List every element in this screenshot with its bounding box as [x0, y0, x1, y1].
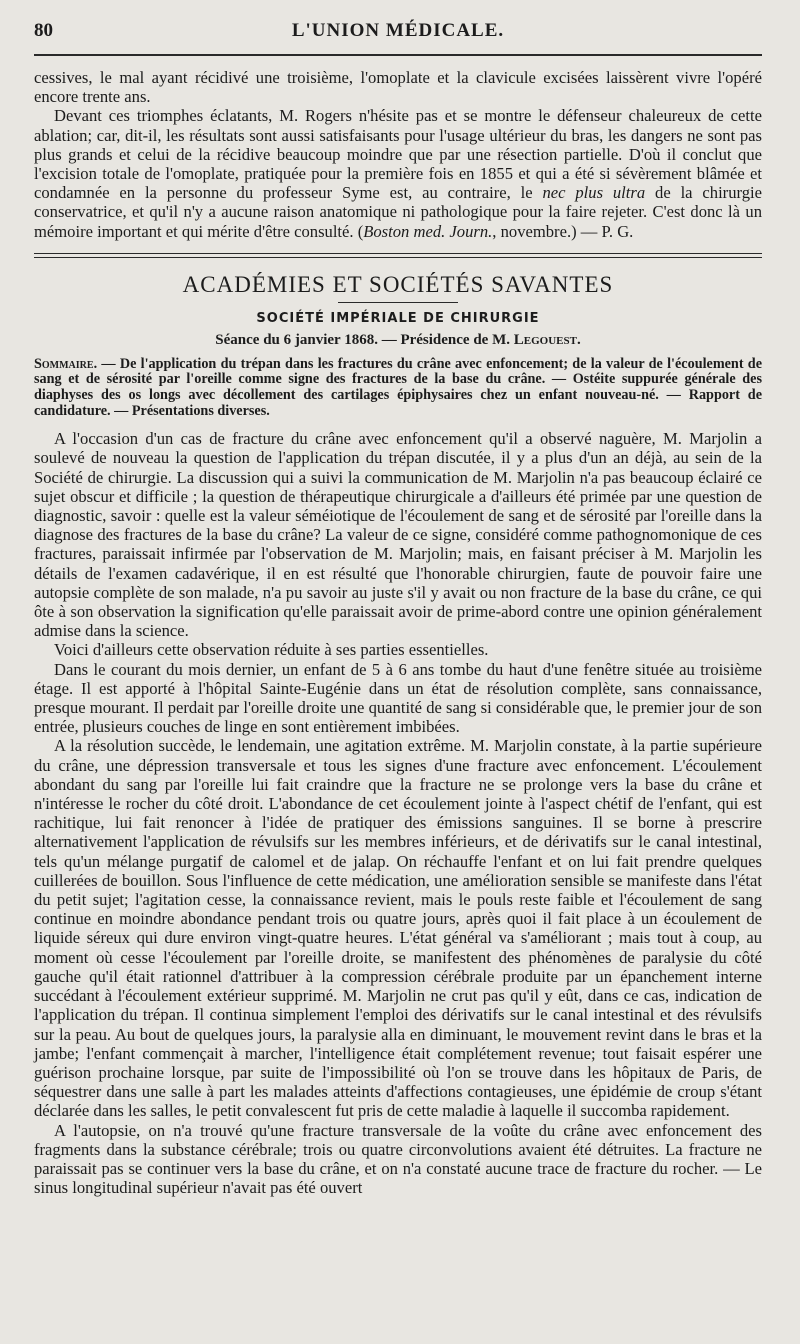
- page-number: 80: [34, 20, 53, 41]
- intro-citation: Boston med. Journ.: [363, 221, 493, 241]
- body-paragraph-4: A la résolution succède, le lendemain, une agitation extrême. M. Marjolin constate, à la partie supérieure du crâne, une dépression transversale et tous les signes d'une fracture avec enfoncement. L'écoulement abondant du sang par l'oreille lui fait craindre que la fracture ne se prolonge vers la base du crâne et n'intéresse le rocher du côté droit. L'abondance de cet écoulement jointe à l'aspect chétif de l'enfant, qui est rachitique, lui fait renoncer à l'idée de pratiquer des émissions sanguines. Il se borne à prescrire alternativement l'application de révulsifs sur les membres inférieurs, et de dérivatifs sur le canal intestinal, tels qu'un mélange purgatif de calomel et de jalap. On réchauffe l'enfant et on lui fait prendre quelques cuillerées de bouillon. Sous l'influence de cette médication, une amélioration sensible se manifeste dans l'état du petit sujet; l'agitation cesse, la connaissance revient, mais le pouls reste faible et l'écoulement de sang continue en moindre abondance pendant trois ou quatre jours, après quoi il fait place à un écoulement de liquide séreux qui dure environ vingt-quatre heures. L'état général va s'améliorant ; mais tout à coup, au moment où cesse l'écoulement par l'oreille droite, se manifestent des phénomènes de paralysie du côté gauche qu'il était rationnel d'attribuer à la compression cérébrale produite par un épanchement interne succédant à l'écoulement extérieur supprimé. M. Marjolin ne crut pas qu'il y eût, dans ce cas, indication de l'application du trépan. Il continua simplement l'emploi des dérivatifs sur le canal intestinal et des révulsifs sur la peau. Au bout de quelques jours, la paralysie alla en diminuant, le mouvement revint dans le bras et la jambe; l'enfant commençait à marcher, l'intelligence était complétement revenue; tout faisait espérer une guérison prochaine lorsque, par suite de l'impossibilité où l'on se trouve dans les hôpitaux de Paris, de séquestrer dans une salle à part les malades atteints d'affections contagieuses, une épidémie de croup s'étant déclarée dans les salles, le petit convalescent fut pris de cette maladie à laquelle il succomba rapidement.: [34, 736, 762, 1121]
- summary-label: Sommaire: [34, 355, 94, 372]
- president-name: Legouest: [513, 331, 577, 348]
- journal-title: L'UNION MÉDICALE.: [291, 20, 505, 41]
- summary-text: . — De l'application du trépan dans les fractures du crâne avec enfoncement; de la valeur de l'écoulement de sang et de sérosité par l'oreille comme signe des fractures de la base du crâne. — Ostéite suppurée générale des diaphyses des os longs avec décollement des cartilages épiphysaires chez un enfant nouveau-né. — Rapport de candidature. — Présentations diverses.: [34, 355, 762, 419]
- section-title-rule: [338, 302, 458, 303]
- intro-text-c: , novembre.) — P. G.: [492, 221, 634, 241]
- section-divider: [34, 253, 762, 258]
- society-title: SOCIÉTÉ IMPÉRIALE DE CHIRURGIE: [256, 310, 540, 326]
- summary: [34, 357, 762, 419]
- intro-text-b: de la chirurgie conservatrice, et qu'il n'y a aucune raison anatomique ni pathologique pour la faire rejeter. C'est donc là un mémoire important et qui mérite d'être consulté. (: [34, 183, 763, 241]
- intro-text-a: Devant ces triomphes éclatants, M. Rogers n'hésite pas et se montre le défenseur chaleureux de cette ablation; car, dit-il, les résultats sont aussi satisfaisants pour l'usage ultérieur du bras, les dangers ne sont pas plus grands et celui de la récidive beaucoup moindre que par une résection partielle. D'où il conclut que l'excision totale de l'omoplate, pratiquée pour la première fois en 1855 et qui a été si sévèrement blâmée et condamnée en la personne du professeur Syme est, au contraire, le: [34, 106, 762, 203]
- intro-paragraph-2: [34, 106, 762, 240]
- body-paragraph-3: Dans le courant du mois dernier, un enfant de 5 à 6 ans tombe du haut d'une fenêtre située au troisième étage. Il est apporté à l'hôpital Sainte-Eugénie dans un état de résolution complète, sans connaissance, presque mourant. Il perdait par l'oreille droite une quantité de sang si considérable que, le premier jour de son entrée, plusieurs couches de linge en sont entièrement imbibées.: [34, 659, 762, 737]
- body-paragraph-2: Voici d'ailleurs cette observation réduite à ses parties essentielles.: [54, 640, 489, 660]
- header-rule: [34, 54, 762, 56]
- running-head: [34, 18, 762, 48]
- session-end: .: [576, 331, 581, 348]
- session-text: Séance du 6 janvier 1868. — Présidence de M.: [215, 331, 510, 348]
- intro-paragraph-1: cessives, le mal ayant récidivé une troisième, l'omoplate et la clavicule excisées laissèrent vivre l'opéré encore trente ans.: [34, 68, 762, 107]
- intro-italic-phrase: nec plus ultra: [542, 183, 646, 203]
- section-title: ACADÉMIES ET SOCIÉTÉS SAVANTES: [182, 271, 614, 297]
- body-paragraph-1: A l'occasion d'un cas de fracture du crâne avec enfoncement qu'il a observé naguère, M. Marjolin a soulevé de nouveau la question de l'application du trépan discutée, il y a plus d'un an déjà, au sein de la Société de chirurgie. La discussion qui a suivi la communication de M. Marjolin n'a pas beaucoup éclairé ce sujet obscur et difficile ; la question de thérapeutique chirurgicale a d'ailleurs été primée par une question de diagnostic, savoir : quelle est la valeur séméiotique de l'écoulement de sang et de sérosité par l'oreille dans la diagnose des fractures de la base du crâne? La valeur de ce signe, considéré comme pathognomonique de ces fractures, paraissait infirmée par l'observation de M. Marjolin; mais, en faisant préciser à M. Marjolin les détails de l'examen cadavérique, il en est résulté que l'honorable chirurgien, faute de pouvoir faire une autopsie complète de son malade, n'a pu savoir au juste s'il y avait ou non fracture de la base du crâne, ce qui ôte à son observation la signification qu'elle paraissait avoir de prime-abord contre une opinion généralement admise dans la science.: [34, 429, 762, 641]
- session-line: [34, 332, 762, 349]
- body-paragraph-5: A l'autopsie, on n'a trouvé qu'une fracture transversale de la voûte du crâne avec enfoncement des fragments dans la substance cérébrale; trois ou quatre circonvolutions avaient été détruites. La fracture ne paraissait pas se continuer vers la base du crâne, et on n'a constaté aucune trace de fracture du rocher. — Le sinus longitudinal supérieur n'avait pas été ouvert: [34, 1120, 762, 1198]
